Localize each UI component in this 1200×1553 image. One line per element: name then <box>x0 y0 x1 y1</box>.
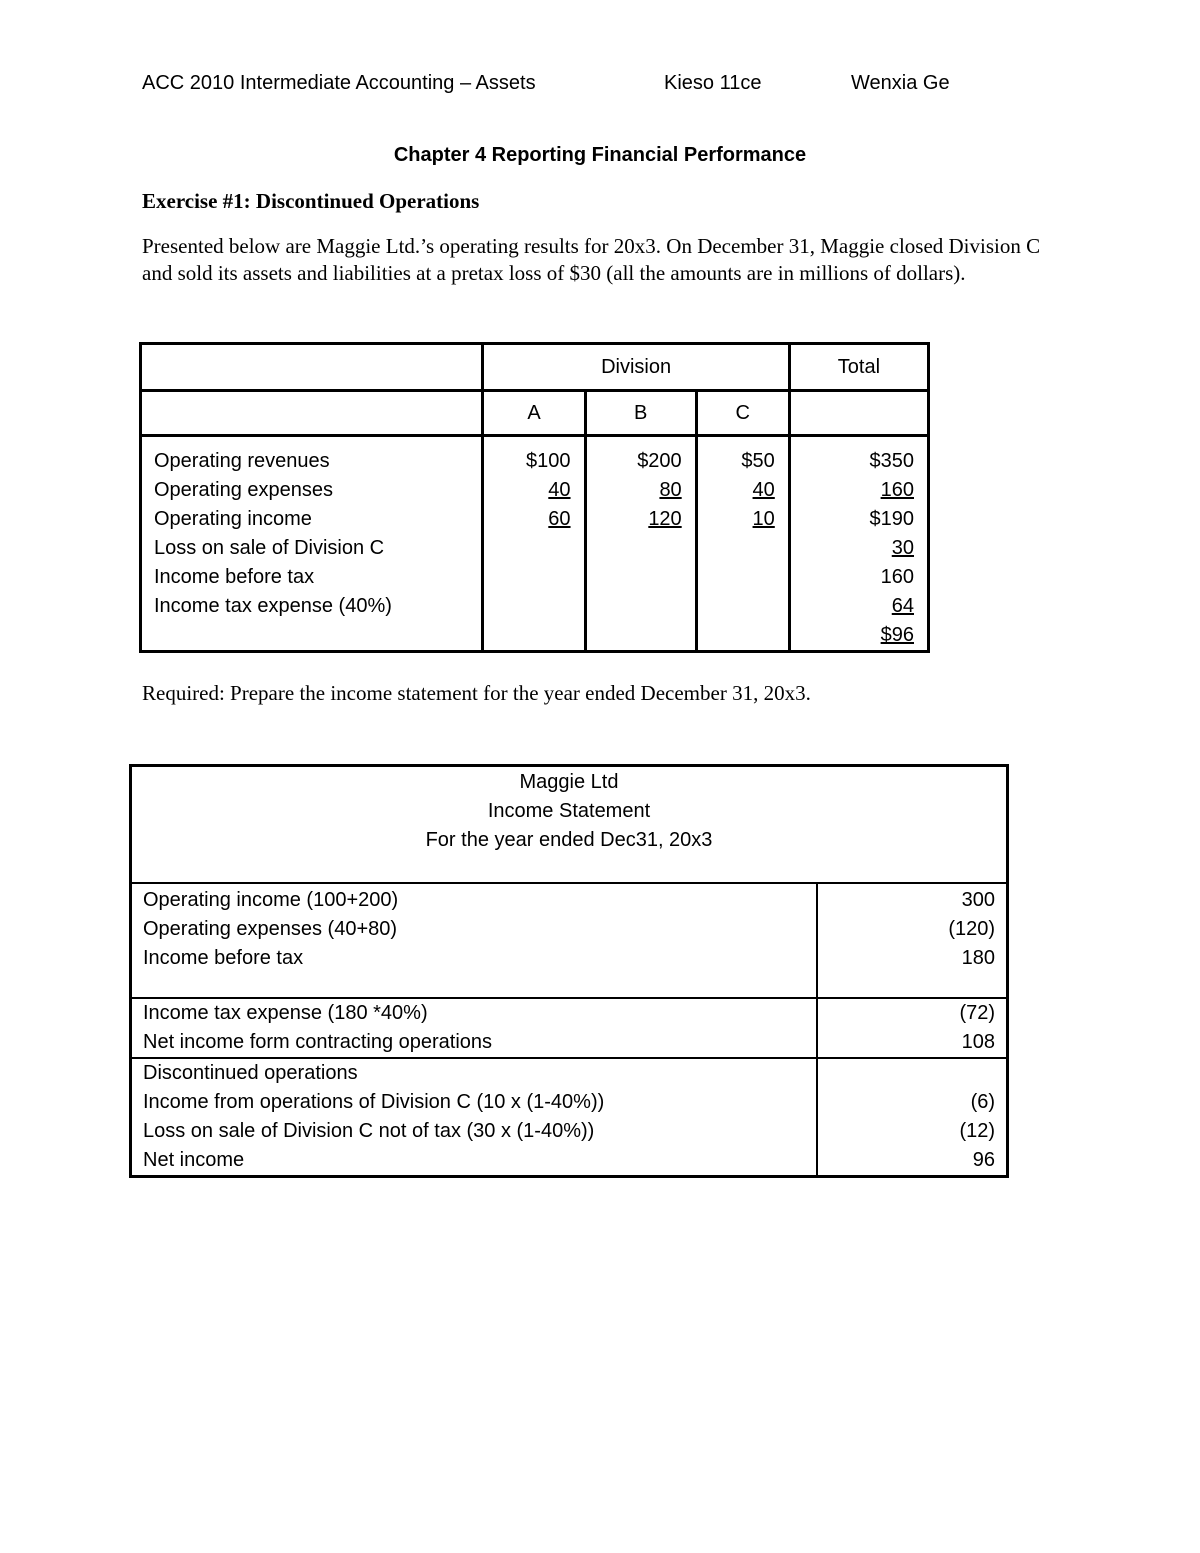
statement-line-value: 96 <box>972 1149 996 1171</box>
section-values <box>817 998 1008 1058</box>
statement-line-value <box>818 1059 996 1088</box>
header-textbook: Kieso 11ce <box>664 72 762 94</box>
statement-title-cell <box>131 766 1008 884</box>
cell-value: 160 <box>880 566 914 588</box>
statement-name: Income Statement <box>487 800 651 822</box>
statement-line-value: (6) <box>970 1091 996 1113</box>
statement-line-label: Discontinued operations <box>143 1062 358 1084</box>
cell-value: $100 <box>526 450 571 472</box>
statement-period: For the year ended Dec31, 20x3 <box>425 829 713 851</box>
intro-paragraph: Presented below are Maggie Ltd.’s operating results for 20x3. On December 31, Maggie closed Division C and sold its assets and liabilities at a pretax loss of $30 (all the amounts are in millions of dollars). <box>142 234 1041 285</box>
statement-section-continuing <box>131 883 1008 998</box>
row-label: Income before tax <box>154 566 315 588</box>
subheader-total-blank <box>789 391 928 436</box>
statement-line-label: Loss on sale of Division C not of tax (30 x (1-40%)) <box>143 1120 595 1142</box>
exercise-title: Exercise #1: Discontinued Operations <box>142 189 480 213</box>
statement-line-value: (72) <box>959 1002 996 1024</box>
section-labels <box>131 1058 817 1177</box>
column-a-values <box>483 436 585 652</box>
statement-section-discontinued <box>131 1058 1008 1177</box>
division-results-table <box>139 342 930 653</box>
statement-line-value: 180 <box>961 947 996 969</box>
row-label: Loss on sale of Division C <box>154 537 385 559</box>
statement-line-label: Net income <box>143 1149 245 1171</box>
statement-line-value: (120) <box>948 918 996 940</box>
statement-line-label: Income tax expense (180 *40%) <box>143 1002 428 1024</box>
cell-value: 30 <box>891 537 914 559</box>
section-values <box>817 883 1008 998</box>
section-labels <box>131 883 817 998</box>
row-label: Operating expenses <box>154 479 334 501</box>
table-header-row <box>141 344 929 391</box>
column-b-values <box>585 436 696 652</box>
statement-title-row <box>131 766 1008 884</box>
division-header: Division <box>483 344 789 391</box>
cell-value: 120 <box>648 508 682 530</box>
statement-line-label: Operating income (100+200) <box>143 889 399 911</box>
section-labels <box>131 998 817 1058</box>
subheader-blank-cell <box>141 391 483 436</box>
statement-line-label: Income before tax <box>143 947 304 969</box>
cell-value: $96 <box>880 624 914 646</box>
cell-value: 64 <box>891 595 914 617</box>
cell-value: $50 <box>741 450 775 472</box>
row-label: Income tax expense (40%) <box>154 595 392 617</box>
company-name: Maggie Ltd <box>519 771 619 793</box>
cell-value: $200 <box>637 450 682 472</box>
column-c-header: C <box>696 391 789 436</box>
statement-section-tax <box>131 998 1008 1058</box>
header-blank-cell <box>141 344 483 391</box>
cell-value: 60 <box>548 508 571 530</box>
statement-line-label: Net income form contracting operations <box>143 1031 493 1053</box>
cell-value: 160 <box>880 479 914 501</box>
cell-value: 40 <box>548 479 571 501</box>
section-values <box>817 1058 1008 1177</box>
column-total-values <box>789 436 928 652</box>
statement-line-value: 300 <box>961 889 996 911</box>
income-statement-table <box>129 764 1009 1178</box>
row-label: Operating revenues <box>154 450 330 472</box>
table-body-row <box>141 436 929 652</box>
cell-value: $190 <box>869 508 914 530</box>
cell-value: 10 <box>752 508 775 530</box>
cell-value: $350 <box>869 450 914 472</box>
header-course: ACC 2010 Intermediate Accounting – Assets <box>142 72 536 94</box>
cell-value: 80 <box>659 479 682 501</box>
column-b-header: B <box>585 391 696 436</box>
cell-value: 40 <box>752 479 775 501</box>
column-a-header: A <box>483 391 585 436</box>
statement-line-label: Income from operations of Division C (10 x (1-40%)) <box>143 1091 605 1113</box>
statement-line-value: 108 <box>961 1031 996 1053</box>
row-label: Operating income <box>154 508 312 530</box>
table-subheader-row <box>141 391 929 436</box>
statement-line-label: Operating expenses (40+80) <box>143 918 398 940</box>
row-labels-cell <box>141 436 483 652</box>
header-author: Wenxia Ge <box>851 72 950 94</box>
total-header: Total <box>789 344 928 391</box>
column-c-values <box>696 436 789 652</box>
required-instruction: Required: Prepare the income statement for the year ended December 31, 20x3. <box>142 681 811 705</box>
statement-line-value: (12) <box>959 1120 996 1142</box>
chapter-title: Chapter 4 Reporting Financial Performance <box>393 144 807 166</box>
